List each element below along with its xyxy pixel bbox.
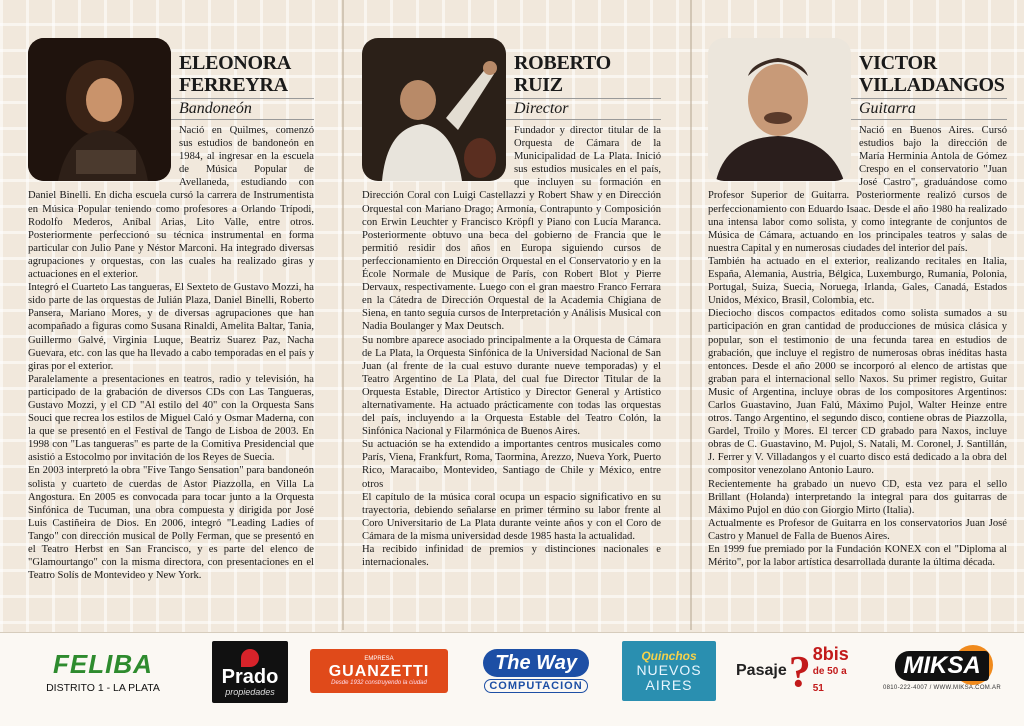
guanzetti-subtitle: Desde 1932 construyendo la ciudad bbox=[331, 680, 427, 686]
quinchos-wordmark: NUEVOS AIRES bbox=[636, 662, 702, 693]
artist-role: Guitarra bbox=[708, 98, 1007, 120]
pasaje-wordmark: Pasaje bbox=[736, 662, 787, 679]
prado-subtitle: propiedades bbox=[225, 687, 275, 697]
fold-line bbox=[690, 0, 692, 630]
bio-paragraph: Integró el Cuarteto Las tangueras, El Sexteto de Gustavo Mozzi, ha sido parte de las orquestas de Julián Plaza, Daniel Binelli, Roberto Pansera, Mariano Mores, y de diversas agrupaciones que han acompañado a figuras como Susana Rinaldi, Amelita Baltar, Tania, Guillermo Galvé, Virginia Luque, Beatriz Suarez Paz, Nacha Guevara, etc. con las que ha llevado a cabo temporadas en el país y giras por el exterior. bbox=[28, 282, 314, 372]
bio-paragraph: Nació en Buenos Aires. Cursó estudios bajo la dirección de María Herminia Antola de Gómez Crespo en el conservatorio "Juan José Castro", graduándose como Profesor Superior de Guitarra. Posteriormente realizó cursos de perfeccionamiento con Eduardo Isaac. Desde el año 1980 ha realizado una intensa labor como solista, y como integrante de conjuntos de Música de Cámara, actuando en los principales teatros y salas de nuestra Capital y en numerosas ciudades del interior del país. bbox=[708, 125, 1007, 254]
artist-bio bbox=[708, 124, 1007, 569]
bio-paragraph: Fundador y director titular de la Orquesta de Cámara de la Municipalidad de La Plata. Inició sus estudios musicales en el país, que incluyen su formación en Dirección Coral con Luigi Castellazzi y Robert Shaw y en Dirección Orquestal con Mariano Drago; Armonía, Contrapunto y Composición con Erwin Leuchter y Francisco Kröpfl y Piano con Lucía Maranca. Posteriormente obtuvo una beca del gobierno de Francia que le permitió residir dos años en Europa siguiendo cursos de perfeccionamiento en Dirección Orquestal en el Conservatorio y en la École Normale de Musique de París, con Robert Blot y Pierre Dervaux, respectivamente. Luego con el gran maestro Franco Ferrara en la Cátedra de Dirección Orquestal de la Academia Chigiana de Siena, en tanto seguía cursos de Interpretación y Análisis Musical con Nadia Boulanger y Max Deutsch. bbox=[362, 125, 661, 333]
artist-panel-villadangos bbox=[708, 38, 1007, 624]
pasaje-address bbox=[812, 643, 860, 697]
bio-paragraph: Actualmente es Profesor de Guitarra en los conservatorios Juan José Castro y Manuel de Falla de Buenos Aires. bbox=[708, 517, 1007, 542]
bio-paragraph: En 1999 fue premiado por la Fundación KONEX con el "Diploma al Mérito", por la labor artística desarrollada durante la última década. bbox=[708, 544, 1007, 569]
photo-villadangos bbox=[708, 38, 851, 181]
artist-bio bbox=[28, 124, 314, 582]
guanzetti-wordmark: GUANZETTI bbox=[328, 663, 430, 680]
artist-name: ROBERTO RUIZ bbox=[514, 52, 611, 96]
artist-name: ELEONORA FERREYRA bbox=[179, 52, 292, 96]
sponsor-logo-pasaje bbox=[736, 641, 860, 701]
sponsor-logo-miksa bbox=[882, 641, 1002, 701]
miksa-wordmark: MIKSA bbox=[895, 651, 988, 681]
bio-paragraph: El capítulo de la música coral ocupa un espacio significativo en su trayectoria, debiendo señalarse en primer término su labor frente al Coro Universitario de La Plata durante veinte años y con el Coro de Cámara de la misma universidad desde 1985 hasta la actualidad. bbox=[362, 491, 661, 542]
bio-paragraph: Su actuación se ha extendido a importantes centros musicales como París, Viena, Frankfurt, Roma, Taormina, Arezzo, Nueva York, Puerto Rico, Maracaibo, Montevideo, Santiago de Chile y México, entre otros bbox=[362, 439, 661, 490]
sponsor-logo-prado bbox=[212, 641, 288, 703]
sponsor-logo-feliba bbox=[28, 641, 178, 701]
artist-role: Bandoneón bbox=[28, 98, 314, 120]
prado-wordmark: Prado bbox=[221, 666, 279, 688]
artist-panel-ruiz bbox=[362, 38, 661, 624]
photo-ferreyra bbox=[28, 38, 171, 181]
feliba-wordmark: FELIBA bbox=[53, 648, 153, 679]
bio-paragraph: Recientemente ha grabado un nuevo CD, esta vez para el sello Brillant (Holanda) interpretando la integral para dos guitarras de Máximo Pujol en dúo con Giorgio Mirto (Italia). bbox=[708, 478, 1007, 516]
sponsor-logo-theway bbox=[478, 641, 594, 701]
pasaje-question-icon: ? bbox=[788, 646, 811, 696]
miksa-contact: 0810-222-4007 / WWW.MIKSA.COM.AR bbox=[883, 685, 1001, 691]
artist-name: VICTOR VILLADANGOS bbox=[859, 52, 1005, 96]
guanzetti-top: EMPRESA bbox=[364, 656, 394, 662]
miksa-mark bbox=[895, 651, 988, 681]
bio-paragraph: Nació en Quilmes, comenzó sus estudios de bandoneón en 1984, al ingresar en la escuela de Música Popular de Avellaneda, estudiando con Daniel Binelli. En dicha escuela cursó la carrera de Instrumentista en Música Popular teniendo como profesores a Orlando Trípodi, Rodolfo Mederos, Aníbal Arias, Lito Valle, entre otros. Posteriormente perfeccionó su técnica instrumental en forma particular con Julio Pane y Néstor Marconi. Ha integrado diversas agrupaciones y orquestas, con las cuales ha realizado giras y actuaciones en el exterior. bbox=[28, 125, 314, 281]
theway-wordmark: The Way bbox=[483, 649, 589, 677]
theway-subtitle: COMPUTACION bbox=[484, 679, 587, 693]
prado-mark-icon bbox=[241, 649, 259, 667]
artist-panel-ferreyra bbox=[28, 38, 314, 624]
pasaje-number: 8bis bbox=[812, 643, 849, 664]
feliba-subtitle: DISTRITO 1 - LA PLATA bbox=[46, 681, 160, 694]
quinchos-top: Quinchos bbox=[641, 649, 697, 663]
fold-line bbox=[342, 0, 344, 630]
sponsor-logo-guanzetti bbox=[310, 649, 448, 693]
bio-paragraph: En 2003 interpretó la obra "Five Tango Sensation" para bandoneón solista y cuarteto de cuerdas de Astor Piazzolla, en Villa La Angostura. En 2005 es convocada para tocar junto a la Orquesta Sinfónica de Tucuman, una obra compuesta y dirigida por José Luis Castiñeira de Dios. En 2006, integró "Leading Ladies of Tango" con dirección musical de Polly Ferman, que se presentó en el Teatro Herbst en San Francisco, y es parte del elenco de "Glamourtango" con la misma directora, con presentaciones en el Teatro Solís de Montevideo y New York. bbox=[28, 465, 314, 582]
bio-paragraph: Paralelamente a presentaciones en teatros, radio y televisión, ha participado de la grabación de diversos CDs con Las Tangueras, Gustavo Mozzi, y el CD "Al estilo del 40" con la Orquesta Sans Souci que recrea los estilos de Miguel Caló y Osmar Maderna, con la que se presentó en el Festival de Tango de Lisboa de 2003. En 1998 con "Las tangueras" es parte de la Comitiva Presidencial que asistió a Estocolmo por invitación de los Reyes de Suecia. bbox=[28, 373, 314, 464]
sponsor-logo-quinchos bbox=[622, 641, 716, 701]
artist-bio bbox=[362, 124, 661, 569]
bio-paragraph: Su nombre aparece asociado principalmente a la Orquesta de Cámara de La Plata, la Orquesta Sinfónica de la Universidad Nacional de San Juan (al frente de la cual estuvo durante nueve temporadas) y el Teatro Argentino de La Plata, del cual fue Director Titular de la Orquesta Estable, Director Artístico y Director General y Artístico alternativamente. Ha actuado prácticamente con todas las orquestas del país, incluyendo a la Orquesta Estable del Teatro Colón, la Sinfónica Nacional y Filarmónica de Buenos Aires. bbox=[362, 334, 661, 438]
bio-paragraph: Dieciocho discos compactos editados como solista sumados a su participación en gran cantidad de producciones de música clásica y popular, son el testimonio de una fecunda tarea en estudios de grabación, que incluye el registro de numerosas obras inéditas hasta entonces. Desde el año 2000 se incorporó al elenco de artistas que graban para el internacional sello Naxos. Su primer registro, Guitar Music of Argentina, incluye obras de los compositores Argentinos: Carlos Guastavino, Juan Falú, Máximo Pujol, Walter Heinze entre otros. Tango Argentino, el segundo disco, contiene obras de Piazzolla, Gardel, Troilo y Mores. El tercer CD grabado para Naxos, incluye obras de C. Guastavino, M. Pujol, S. Natali, M. Coronel, J. Santillán, J. Ferrer y V. Villadangos y el cuarto disco está dedicado a la obra del compositor venezolano Antonio Lauro. bbox=[708, 308, 1007, 477]
artist-role: Director bbox=[362, 98, 661, 120]
pasaje-range: de 50 a 51 bbox=[812, 665, 847, 694]
bio-paragraph: También ha actuado en el exterior, realizando recitales en Italia, España, Alemania, Austria, Bélgica, Luxemburgo, Rumania, Polonia, Portugal, Suiza, Suecia, Noruega, Irlanda, Gales, Canadá, Estados Unidos, México, Brasil, Colombia, etc. bbox=[708, 255, 1007, 307]
photo-ruiz bbox=[362, 38, 506, 181]
bio-paragraph: Ha recibido infinidad de premios y distinciones nacionales e internacionales. bbox=[362, 544, 661, 569]
sponsor-strip bbox=[0, 632, 1024, 726]
